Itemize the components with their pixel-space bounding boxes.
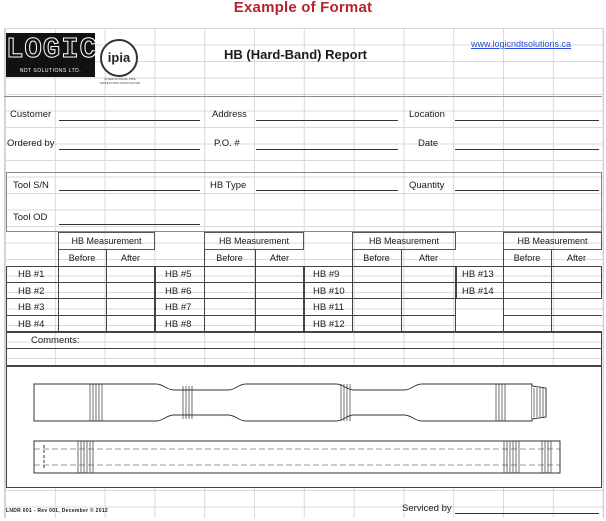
table-3-row-line [304, 315, 456, 316]
table-2-row-line [155, 315, 304, 316]
comments-label: Comments: [31, 335, 80, 346]
ipia-badge-logo [100, 39, 138, 77]
comments-field[interactable] [6, 332, 602, 366]
hb-row-label: HB #8 [165, 319, 192, 330]
hb-type-field[interactable] [256, 190, 398, 191]
table-4-divider [551, 250, 552, 332]
table-3-divider [401, 250, 402, 332]
date-label: Date [418, 138, 439, 149]
table-1-divider [58, 250, 59, 332]
table-3-divider [352, 250, 353, 332]
before-label: Before [363, 253, 390, 263]
tool-sn-label: Tool S/N [13, 180, 49, 191]
after-label: After [566, 253, 586, 263]
after-label: After [418, 253, 438, 263]
hb-row-label: HB #13 [462, 269, 494, 280]
location-label: Location [409, 109, 445, 120]
hb-row-label: HB #5 [165, 269, 192, 280]
table-2-divider [255, 250, 256, 332]
quantity-label: Quantity [409, 180, 445, 191]
logic-logo-subtext: NDT SOLUTIONS LTD. [19, 68, 82, 74]
hb-row-label: HB #4 [18, 319, 45, 330]
hb-row-label: HB #1 [18, 269, 45, 280]
before-label: Before [513, 253, 541, 263]
tool-info-box [6, 172, 602, 232]
report-title: HB (Hard-Band) Report [224, 47, 367, 62]
ipia-badge-text: ipia [107, 50, 131, 65]
address-field[interactable] [256, 120, 398, 121]
hb-row-label: HB #9 [313, 269, 340, 280]
customer-field[interactable] [59, 120, 200, 121]
customer-label: Customer [10, 109, 52, 120]
logic-logo [6, 33, 99, 77]
website-link[interactable]: www.logicndtsolutions.ca [471, 39, 572, 49]
table-4-divider [503, 250, 504, 332]
table-4-row-line [456, 282, 602, 283]
hb-row-label: HB #11 [313, 302, 344, 313]
table-1-row-line [6, 298, 155, 299]
table-4-row-line [503, 315, 602, 316]
date-field[interactable] [455, 149, 599, 150]
ordered-by-label: Ordered by [7, 138, 55, 149]
hb-row-label: HB #3 [18, 302, 45, 313]
hb-row-label: HB #7 [165, 302, 192, 313]
comments-line [6, 348, 602, 349]
hb-measurement-label: HB Measurement [368, 236, 440, 246]
page-heading: Example of Format [233, 0, 373, 16]
serviced-by-field[interactable] [455, 513, 599, 514]
hb-measurement-label: HB Measurement [218, 236, 290, 246]
hb-type-label: HB Type [210, 180, 247, 191]
hb-measurement-label: HB Measurement [71, 236, 142, 246]
table-1-row-line [6, 315, 155, 316]
table-2-row-line [155, 282, 304, 283]
after-label: After [269, 253, 289, 263]
table-3-row-line [304, 298, 456, 299]
table-2-row-line [155, 298, 304, 299]
table-1-divider [106, 250, 107, 332]
hb-row-label: HB #12 [313, 319, 345, 330]
serviced-by-label: Serviced by [402, 503, 452, 514]
form-code: LNDR 001 - Rev 001, December © 2012 [6, 508, 109, 514]
tool-od-field[interactable] [59, 224, 200, 225]
table-2-divider [204, 250, 205, 332]
logic-logo-text: LOGIC [6, 33, 99, 66]
po-label: P.O. # [214, 138, 240, 149]
hb-row-label: HB #6 [165, 286, 192, 297]
quantity-field[interactable] [455, 190, 599, 191]
hb-row-label: HB #14 [462, 286, 494, 297]
location-field[interactable] [455, 120, 599, 121]
hb-row-label: HB #10 [313, 286, 345, 297]
header-divider [4, 96, 602, 97]
ordered-by-field[interactable] [59, 149, 200, 150]
tool-sn-field[interactable] [59, 190, 200, 191]
tool-diagram [6, 366, 602, 488]
hb-measurement-label: HB Measurement [517, 236, 588, 246]
address-label: Address [212, 109, 247, 120]
hb-row-label: HB #2 [18, 286, 45, 297]
table-1-row-line [6, 282, 155, 283]
tool-side-view-lower [34, 441, 560, 473]
tool-od-label: Tool OD [13, 212, 48, 223]
table-3-row-line [304, 282, 456, 283]
po-field[interactable] [256, 149, 398, 150]
before-label: Before [216, 253, 243, 263]
before-label: Before [68, 253, 96, 263]
after-label: After [120, 253, 140, 263]
tool-side-view-upper [34, 384, 546, 421]
ipia-badge-ring-text: INTERNATIONAL PIPE INSPECTORS ASSOCIATION [99, 77, 141, 85]
